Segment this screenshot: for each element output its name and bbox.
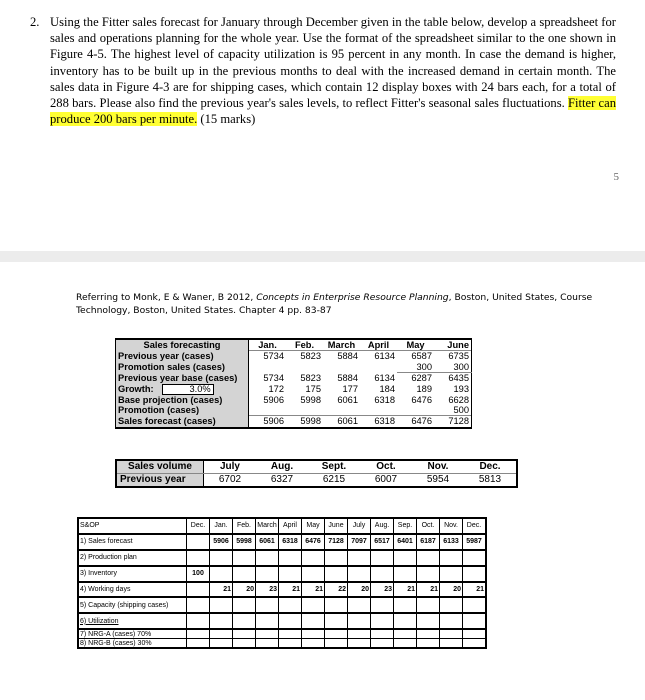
month-header: Feb. — [286, 339, 323, 351]
question-paragraph — [30, 14, 616, 127]
month-header: Sep. — [394, 518, 417, 534]
month-header: April — [279, 518, 302, 534]
cell — [417, 566, 440, 582]
cell — [286, 405, 323, 416]
cell: 5987 — [463, 534, 487, 550]
month-header: Oct. — [417, 518, 440, 534]
cell: 21 — [210, 582, 233, 598]
cell: 5823 — [286, 351, 323, 362]
cell — [187, 639, 210, 649]
cell — [348, 550, 371, 566]
row-label: Previous year (cases) — [116, 351, 249, 362]
cell — [210, 550, 233, 566]
cell: 7128 — [325, 534, 348, 550]
cell — [325, 550, 348, 566]
cell — [187, 534, 210, 550]
row-label: 5) Capacity (shipping cases) — [78, 597, 187, 613]
cell: 21 — [302, 582, 325, 598]
cell: 22 — [325, 582, 348, 598]
row-label: Promotion sales (cases) — [116, 362, 249, 373]
row-label: Previous year base (cases) — [116, 373, 249, 384]
cell — [417, 613, 440, 629]
month-header: Jan. — [210, 518, 233, 534]
reference-suffix: , Boston, United States, Course Technology, Boston, United States. Chapter 4 pp. 83-87 — [76, 292, 593, 316]
cell — [360, 362, 397, 373]
cell — [286, 362, 323, 373]
cell — [371, 639, 394, 649]
sales-forecast-table — [115, 338, 472, 429]
cell — [302, 550, 325, 566]
reference-text — [76, 292, 616, 317]
cell — [256, 566, 279, 582]
cell — [417, 597, 440, 613]
month-header: July — [348, 518, 371, 534]
cell — [302, 629, 325, 639]
page-top — [0, 0, 645, 251]
growth-rate-field[interactable]: 3.0% — [162, 384, 214, 395]
cell — [302, 566, 325, 582]
row-label: Base projection (cases) — [116, 395, 249, 405]
month-header: March — [256, 518, 279, 534]
cell — [187, 629, 210, 639]
cell: 5906 — [249, 416, 287, 428]
month-header: May — [397, 339, 434, 351]
cell — [360, 405, 397, 416]
cell: 5998 — [286, 416, 323, 428]
row-label: Sales forecast (cases) — [116, 416, 249, 428]
cell: 6476 — [411, 394, 432, 405]
sop-row — [78, 639, 486, 649]
cell — [210, 639, 233, 649]
month-header: Aug. — [371, 518, 394, 534]
cell: 6061 — [337, 394, 358, 405]
cell: 300 — [397, 362, 434, 373]
cell — [233, 639, 256, 649]
cell: 172 — [268, 383, 284, 394]
growth-label: Growth: — [118, 383, 154, 394]
row-label: 2) Production plan — [78, 550, 187, 566]
cell: 7128 — [434, 416, 472, 428]
cell — [417, 639, 440, 649]
cell: 5823 — [300, 372, 321, 383]
cell: 6435 — [434, 373, 472, 384]
cell: 23 — [371, 582, 394, 598]
cell: 5906 — [263, 394, 284, 405]
month-header: Aug. — [256, 460, 308, 474]
month-header: Dec. — [187, 518, 210, 534]
cell — [325, 566, 348, 582]
cell: 6735 — [434, 351, 472, 362]
cell: 6476 — [397, 416, 434, 428]
cell: 6318 — [279, 534, 302, 550]
cell — [394, 613, 417, 629]
month-header: Dec. — [463, 518, 487, 534]
sop-row — [78, 597, 486, 613]
question-text: Using the Fitter sales forecast for January through December given in the table below, develop a spreadsheet for sales and operations planning for the whole year. Use the format of the spreadsheet similar to the one shown in Figure 4-5. The highest level of capacity utilization is 95 percent in any month. In case the demand is higher, inventory has to be built up in the previous months to deal with the increased demand in certain month. The sales data in Figure 4-3 are for shipping cases, which contain 12 display boxes with 24 bars each, for a total of 288 bars. Please also find the previous year's sales levels, to reflect Fitter's seasonal sales fluctuations. — [50, 15, 616, 111]
sales-volume-title: Sales volume — [116, 460, 204, 474]
cell: 5884 — [323, 351, 360, 362]
sop-title: S&OP — [78, 518, 187, 534]
cell: 6587 — [397, 351, 434, 362]
cell — [302, 597, 325, 613]
month-header: March — [323, 339, 360, 351]
row-label: 3) Inventory — [78, 566, 187, 582]
cell — [394, 566, 417, 582]
month-header: Sept. — [308, 460, 360, 474]
cell — [256, 550, 279, 566]
cell: 6134 — [360, 351, 397, 362]
cell: 23 — [256, 582, 279, 598]
highlighted-text: Fitter can produce 200 bars per minute. — [50, 96, 616, 127]
cell — [210, 597, 233, 613]
cell: 6287 — [411, 373, 432, 384]
cell: 5734 — [263, 372, 284, 383]
cell: 6061 — [256, 534, 279, 550]
cell — [279, 629, 302, 639]
cell — [279, 566, 302, 582]
cell — [325, 629, 348, 639]
cell — [249, 405, 287, 416]
forecast-row — [116, 362, 472, 373]
cell: 6215 — [322, 474, 346, 485]
sop-table — [77, 517, 487, 649]
cell — [279, 639, 302, 649]
cell — [371, 566, 394, 582]
cell: 6318 — [374, 394, 395, 405]
cell — [233, 629, 256, 639]
forecast-row — [116, 373, 472, 384]
cell: 21 — [394, 582, 417, 598]
cell — [302, 613, 325, 629]
cell: 21 — [417, 582, 440, 598]
cell — [440, 550, 463, 566]
cell — [394, 629, 417, 639]
cell: 100 — [187, 566, 210, 582]
cell — [371, 597, 394, 613]
page-number: 5 — [613, 171, 619, 183]
sop-row — [78, 613, 486, 629]
sales-forecast-title: Sales forecasting — [116, 339, 249, 351]
cell — [325, 597, 348, 613]
cell — [463, 613, 487, 629]
sop-row — [78, 582, 486, 598]
cell: 5906 — [210, 534, 233, 550]
cell: 20 — [233, 582, 256, 598]
cell — [394, 597, 417, 613]
page-bottom — [0, 262, 645, 700]
row-label: Previous year — [116, 474, 204, 488]
forecast-row — [116, 405, 472, 416]
cell — [233, 566, 256, 582]
cell: 6702 — [218, 474, 242, 485]
row-label: 7) NRG-A (cases) 70% — [78, 629, 187, 639]
cell — [249, 362, 287, 373]
cell — [279, 613, 302, 629]
cell — [348, 613, 371, 629]
cell — [187, 597, 210, 613]
cell — [463, 629, 487, 639]
cell: 5813 — [478, 474, 502, 485]
question-number: 2. — [30, 15, 40, 29]
cell: 500 — [434, 405, 472, 416]
month-header: Oct. — [360, 460, 412, 474]
cell — [256, 597, 279, 613]
cell: 20 — [348, 582, 371, 598]
cell — [302, 639, 325, 649]
cell — [348, 566, 371, 582]
cell — [348, 629, 371, 639]
cell: 21 — [463, 582, 487, 598]
cell — [463, 550, 487, 566]
cell — [325, 613, 348, 629]
cell: 5998 — [233, 534, 256, 550]
cell — [463, 566, 487, 582]
cell: 21 — [279, 582, 302, 598]
forecast-row — [116, 395, 472, 405]
cell: 20 — [440, 582, 463, 598]
cell — [440, 629, 463, 639]
cell: 6476 — [302, 534, 325, 550]
month-header: Feb. — [233, 518, 256, 534]
cell: 5884 — [337, 372, 358, 383]
cell — [256, 639, 279, 649]
month-header: June — [434, 339, 472, 351]
sop-row — [78, 629, 486, 639]
reference-title: Concepts in Enterprise Resource Planning — [256, 292, 449, 303]
cell — [417, 629, 440, 639]
forecast-row — [116, 351, 472, 362]
cell — [440, 597, 463, 613]
cell — [348, 597, 371, 613]
reference-prefix: Referring to Monk, E & Waner, B 2012, — [76, 292, 254, 303]
cell — [279, 597, 302, 613]
row-label: 8) NRG-B (cases) 30% — [78, 639, 187, 649]
cell: 189 — [416, 383, 432, 394]
cell: 6134 — [374, 372, 395, 383]
month-header: Nov. — [412, 460, 464, 474]
cell — [233, 550, 256, 566]
cell — [323, 405, 360, 416]
month-header: April — [360, 339, 397, 351]
cell — [210, 613, 233, 629]
sop-row — [78, 534, 486, 550]
cell — [440, 566, 463, 582]
sales-volume-table — [115, 459, 518, 488]
month-header: July — [204, 460, 257, 474]
cell — [463, 639, 487, 649]
cell — [394, 550, 417, 566]
cell: 6327 — [270, 474, 294, 485]
cell — [256, 629, 279, 639]
cell: 175 — [305, 383, 321, 394]
growth-row-label — [116, 384, 249, 395]
cell: 6628 — [434, 395, 472, 405]
month-header: May — [302, 518, 325, 534]
sop-row — [78, 550, 486, 566]
row-label: 6) Utilization — [78, 613, 187, 629]
cell — [187, 550, 210, 566]
cell: 7097 — [348, 534, 371, 550]
month-header: Nov. — [440, 518, 463, 534]
cell: 6318 — [360, 416, 397, 428]
cell — [417, 550, 440, 566]
cell: 6187 — [417, 534, 440, 550]
cell — [440, 639, 463, 649]
row-label: Promotion (cases) — [116, 405, 249, 416]
cell — [348, 639, 371, 649]
cell: 184 — [379, 383, 395, 394]
cell — [371, 613, 394, 629]
cell: 6133 — [440, 534, 463, 550]
cell: 5954 — [426, 474, 450, 485]
sop-row — [78, 566, 486, 582]
cell: 193 — [434, 384, 472, 395]
month-header: June — [325, 518, 348, 534]
question-marks: (15 marks) — [200, 112, 256, 127]
cell — [233, 597, 256, 613]
cell — [371, 629, 394, 639]
month-header: Dec. — [464, 460, 517, 474]
cell — [279, 550, 302, 566]
cell — [210, 566, 233, 582]
cell — [210, 629, 233, 639]
cell — [397, 405, 434, 416]
cell — [233, 613, 256, 629]
cell: 6007 — [374, 474, 398, 485]
cell — [187, 613, 210, 629]
cell — [187, 582, 210, 598]
cell — [323, 362, 360, 373]
row-label: 4) Working days — [78, 582, 187, 598]
cell — [463, 597, 487, 613]
row-label: 1) Sales forecast — [78, 534, 187, 550]
cell: 6401 — [394, 534, 417, 550]
cell — [256, 613, 279, 629]
cell: 6517 — [371, 534, 394, 550]
cell — [394, 639, 417, 649]
forecast-row — [116, 416, 472, 428]
cell — [440, 613, 463, 629]
cell — [325, 639, 348, 649]
cell: 5734 — [249, 351, 287, 362]
cell: 300 — [434, 362, 472, 373]
cell — [371, 550, 394, 566]
cell: 177 — [342, 383, 358, 394]
cell: 5998 — [300, 394, 321, 405]
forecast-row — [116, 384, 472, 395]
cell: 6061 — [323, 416, 360, 428]
month-header: Jan. — [249, 339, 287, 351]
